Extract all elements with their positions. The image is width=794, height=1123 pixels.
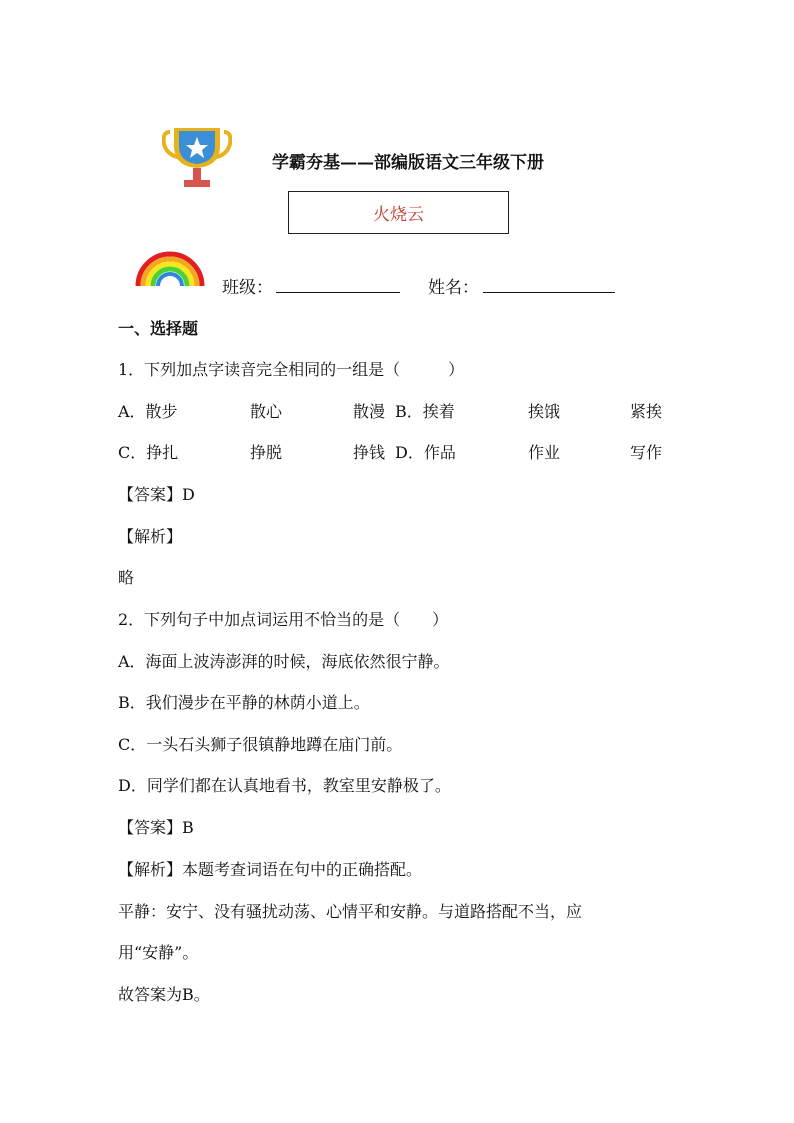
q2-analysis-text: 本题考查词语在句中的正确搭配。 (182, 860, 423, 879)
q2-explain-line-1: 平静：安宁、没有骚扰动荡、心情平和安静。与道路搭配不当，应 (118, 902, 583, 921)
q1-stem: 1．下列加点字读音完全相同的一组是（ ） (118, 360, 465, 379)
q1-option-d-2: 作业 (528, 443, 561, 462)
q1-option-b-1: B．挨着 (395, 402, 455, 421)
name-label: 姓名： (428, 278, 479, 298)
q1-option-c-1: C．挣扎 (118, 443, 179, 462)
rainbow-icon (134, 246, 206, 286)
class-input-line[interactable] (276, 274, 400, 293)
q1-option-c-3: 挣钱 (353, 443, 386, 462)
q1-analysis: 略 (118, 568, 135, 587)
name-input-line[interactable] (483, 274, 615, 293)
q1-option-a-3: 散漫 (353, 402, 386, 421)
q1-option-a-2: 散心 (250, 402, 283, 421)
q1-option-b-3: 紧挨 (630, 402, 663, 421)
q2-analysis (118, 857, 422, 880)
q2-stem: 2．下列句子中加点词运用不恰当的是（ ） (118, 610, 449, 629)
q2-option-c: C．一头石头狮子很镇静地蹲在庙门前。 (118, 735, 403, 754)
q2-option-d: D．同学们都在认真地看书，教室里安静极了。 (118, 776, 451, 795)
q2-conclusion: 故答案为B。 (118, 985, 210, 1004)
q1-option-c-2: 挣脱 (250, 443, 283, 462)
lesson-title: 火烧云 (373, 205, 424, 225)
q1-answer: 【答案】D (118, 485, 195, 504)
q2-option-a: A．海面上波涛澎湃的时候，海底依然很宁静。 (118, 652, 450, 671)
q1-option-d-3: 写作 (630, 443, 663, 462)
q2-option-b: B．我们漫步在平静的林荫小道上。 (118, 693, 370, 712)
class-label: 班级： (222, 278, 273, 298)
q2-answer: 【答案】B (118, 818, 194, 837)
q1-analysis-label: 【解析】 (118, 527, 183, 546)
q1-option-a-1: A．散步 (118, 402, 178, 421)
q1-option-b-2: 挨饿 (528, 402, 561, 421)
q2-analysis-label: 【解析】 (118, 860, 183, 879)
q1-option-d-1: D．作品 (395, 443, 456, 462)
document-title: 学霸夯基——部编版语文三年级下册 (272, 153, 544, 173)
q2-explain-line-2: 用“安静”。 (118, 943, 199, 962)
lesson-title-box (288, 191, 509, 234)
section-title: 一、选择题 (118, 319, 199, 338)
trophy-icon (162, 124, 232, 190)
